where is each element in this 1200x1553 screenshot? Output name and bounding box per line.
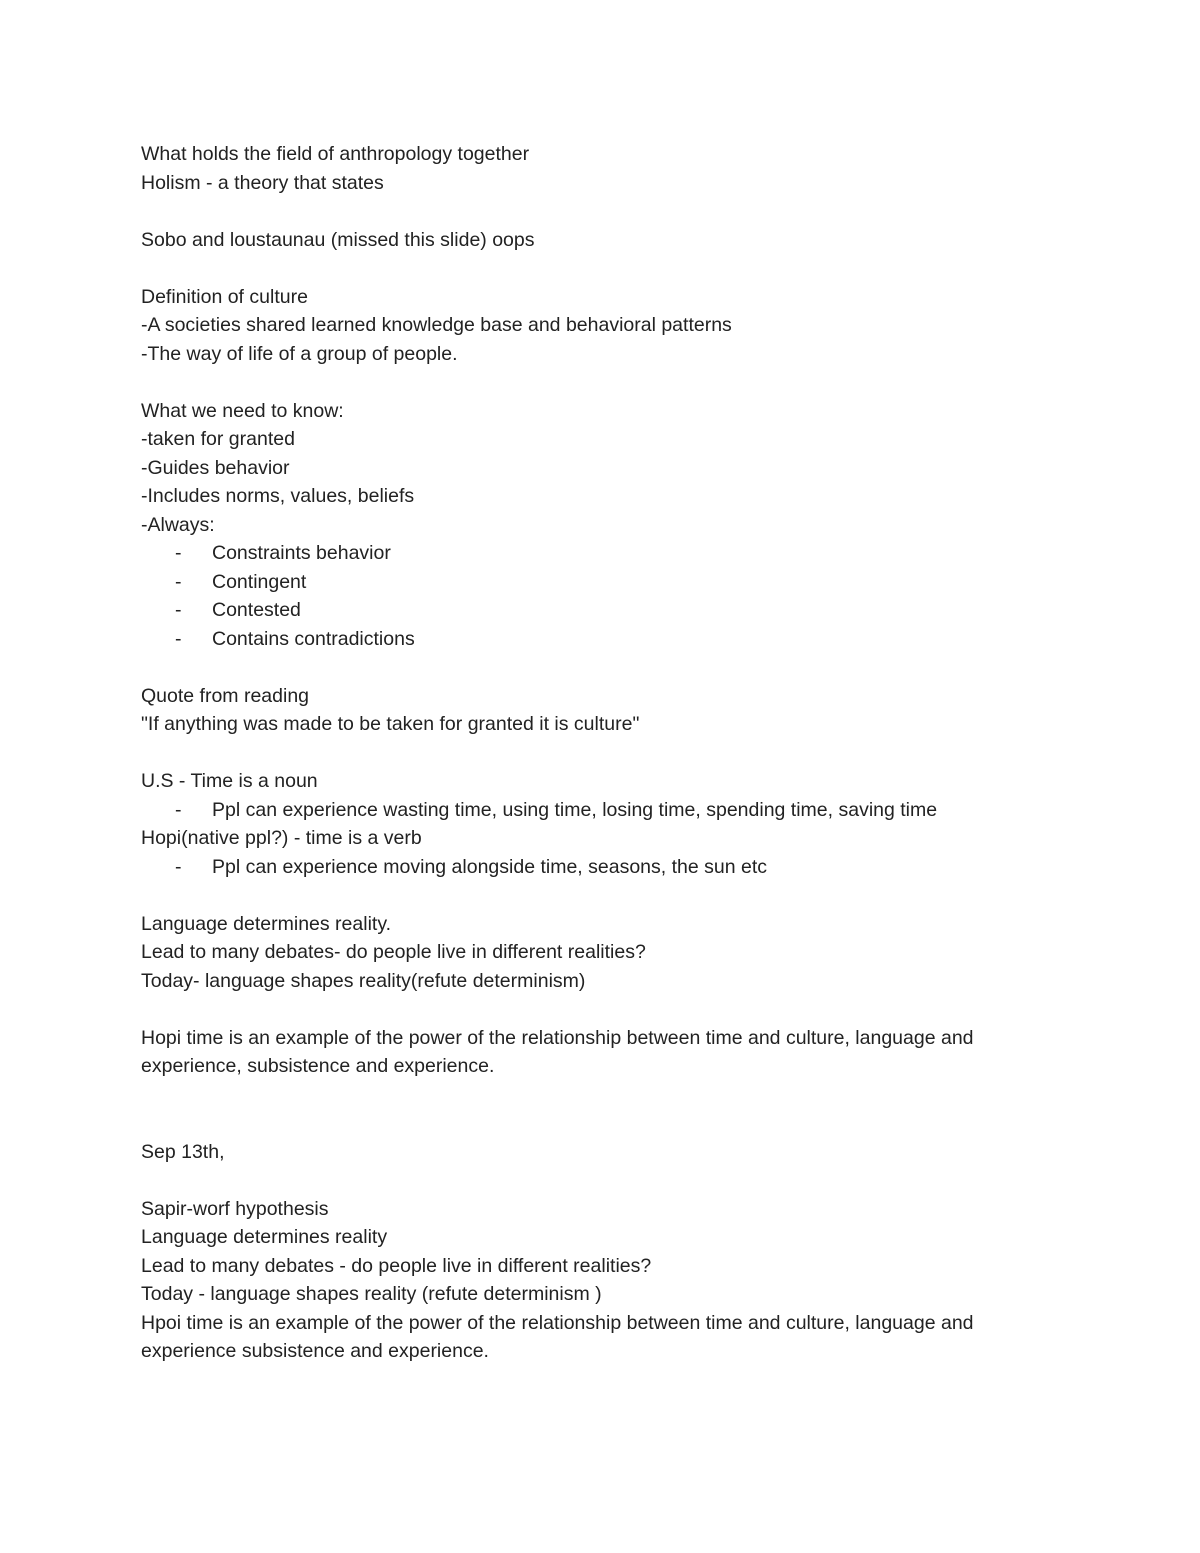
hopi-time-line: Hopi(native ppl?) - time is a verb xyxy=(141,827,422,849)
definition-point-2: -The way of life of a group of people. xyxy=(141,342,458,365)
hopi-time-bullet xyxy=(141,853,1041,882)
language-line-1: Language determines reality. xyxy=(141,912,392,935)
spacer xyxy=(141,1081,1041,1138)
us-time-bullet-text: Ppl can experience wasting time, using time, losing time, spending time, saving time xyxy=(212,798,938,821)
definition-point-1: -A societies shared learned knowledge base and behavioral patterns xyxy=(141,314,732,336)
need-to-know-item: -Includes norms, values, beliefs xyxy=(141,485,415,507)
always-bullet xyxy=(141,568,1041,597)
language-line-3: Today- language shapes reality(refute determinism) xyxy=(141,969,586,992)
need-to-know-item: -Guides behavior xyxy=(141,456,290,479)
spacer xyxy=(141,881,1041,910)
bullet-dash: - xyxy=(175,599,182,621)
spacer xyxy=(141,197,1041,226)
hopi-paragraph: Hopi time is an example of the power of the relationship between time and culture, language and experience, subsistence and experience. xyxy=(141,1026,974,1077)
spacer xyxy=(141,1166,1041,1195)
bullet-dash: - xyxy=(175,542,182,564)
need-to-know-item: -taken for granted xyxy=(141,428,295,450)
spacer xyxy=(141,254,1041,283)
spacer xyxy=(141,653,1041,682)
intro-line-2: Holism - a theory that states xyxy=(141,171,384,194)
sep13-line-1: Sapir-worf hypothesis xyxy=(141,1197,329,1220)
need-to-know-item: -Always: xyxy=(141,513,215,536)
bullet-dash: - xyxy=(175,798,182,821)
document-body xyxy=(141,140,1041,1366)
always-bullet xyxy=(141,539,1041,568)
spacer xyxy=(141,739,1041,768)
hopi-time-bullet-text: Ppl can experience moving alongside time, seasons, the sun etc xyxy=(212,855,767,878)
sep13-line-4: Today - language shapes reality (refute determinism ) xyxy=(141,1283,602,1305)
spacer xyxy=(141,995,1041,1024)
sep13-date: Sep 13th, xyxy=(141,1140,225,1163)
bullet-dash: - xyxy=(175,570,182,593)
bullet-dash: - xyxy=(175,855,182,878)
sep13-paragraph: Hpoi time is an example of the power of the relationship between time and culture, language and experience subsistence and experience. xyxy=(141,1311,974,1362)
language-line-2: Lead to many debates- do people live in different realities? xyxy=(141,941,646,963)
intro-line-1: What holds the field of anthropology together xyxy=(141,143,530,165)
quote-heading: Quote from reading xyxy=(141,684,310,707)
definition-heading: Definition of culture xyxy=(141,285,308,308)
always-bullet xyxy=(141,596,1041,625)
always-bullet-text: Contingent xyxy=(212,570,307,593)
sep13-line-2: Language determines reality xyxy=(141,1226,388,1248)
always-bullet-text: Contains contradictions xyxy=(212,627,415,650)
sobo-note: Sobo and loustaunau (missed this slide) oops xyxy=(141,228,535,251)
always-bullet-text: Constraints behavior xyxy=(212,542,391,564)
us-time-line: U.S - Time is a noun xyxy=(141,770,318,792)
spacer xyxy=(141,368,1041,397)
always-bullet xyxy=(141,625,1041,654)
us-time-bullet xyxy=(141,796,1041,825)
quote-text: "If anything was made to be taken for granted it is culture" xyxy=(141,713,640,735)
bullet-dash: - xyxy=(175,627,182,650)
sep13-line-3: Lead to many debates - do people live in different realities? xyxy=(141,1254,652,1277)
need-to-know-heading: What we need to know: xyxy=(141,399,344,422)
always-bullet-text: Contested xyxy=(212,599,301,621)
